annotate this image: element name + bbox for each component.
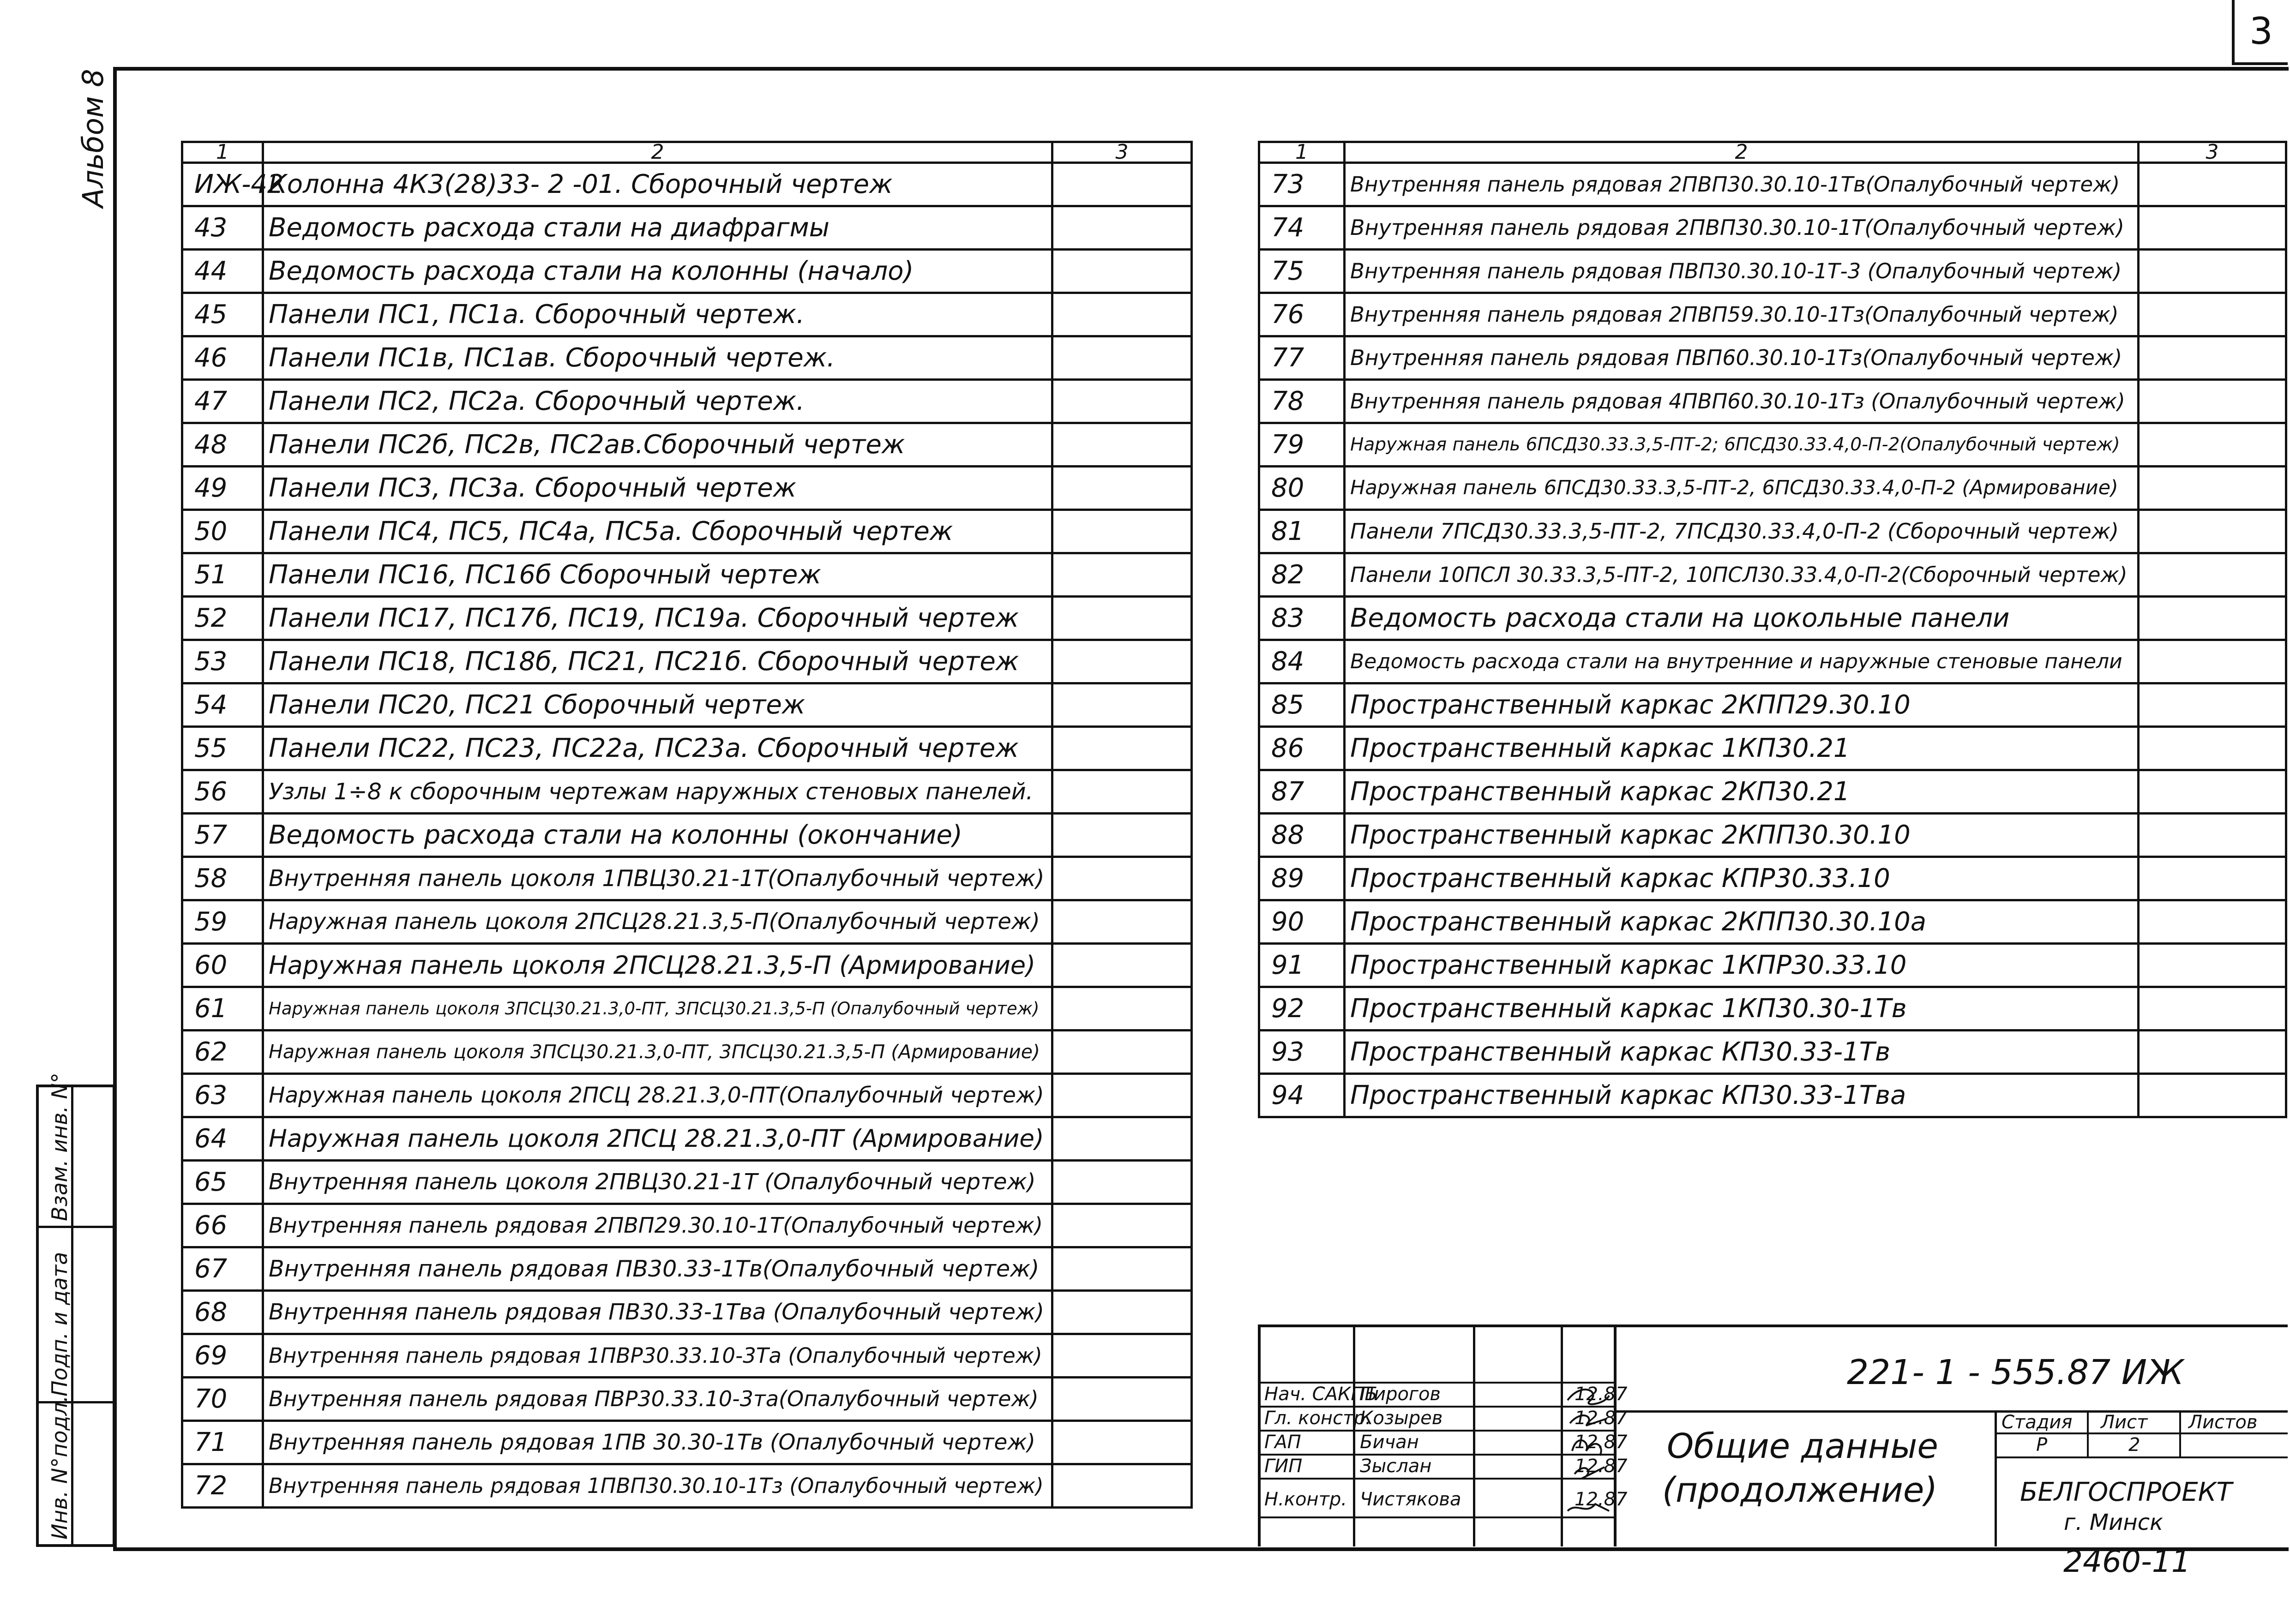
row-number: 88 [1259,814,1345,857]
row-note [1052,1204,1192,1247]
row-title: Панели ПС2, ПС2а. Сборочный чертеж. [263,380,1052,423]
row-title: Внутренняя панель рядовая 2ПВП30.30.10-1Т(Опалубочный чертеж) [1345,206,2139,250]
row-note [2139,553,2286,597]
row-number: 58 [182,857,263,900]
table-row [182,1291,1192,1334]
sheets-label: Листов [2188,1412,2258,1433]
album-label: Альбом 8 [76,69,110,208]
row-title: Наружная панель 6ПСД30.33.3,5-ПТ-2, 6ПСД30.33.4,0-П-2 (Армирование) [1345,467,2139,510]
row-note [1052,1031,1192,1074]
stamp-inv-no: Инв. N°подл. [47,1395,72,1540]
row-note [1052,597,1192,640]
row-note [1052,900,1192,944]
col-header-3: 3 [2139,142,2286,163]
row-title: Пространственный каркас КПР30.33.10 [1345,857,2139,900]
table-row [182,1074,1192,1117]
staff-date: 12.87 [1575,1384,1628,1405]
row-note [2139,467,2286,510]
row-title: Панели 7ПСД30.33.3,5-ПТ-2, 7ПСД30.33.4,0-П-2 (Сборочный чертеж) [1345,510,2139,553]
row-note [1052,1334,1192,1378]
row-note [2139,683,2286,727]
table-row [182,467,1192,510]
signatures-image [1563,1382,1614,1520]
row-note [1052,987,1192,1031]
row-title: Пространственный каркас 1КП30.21 [1345,727,2139,770]
row-title: Панели ПС4, ПС5, ПС4а, ПС5а. Сборочный чертеж [263,510,1052,553]
table-row [1259,553,2286,597]
row-title: Внутренняя панель рядовая 4ПВП60.30.10-1Тз (Опалубочный чертеж) [1345,380,2139,423]
row-title: Наружная панель цоколя 2ПСЦ28.21.3,5-П (Армирование) [263,944,1052,987]
row-title: Внутренняя панель рядовая 2ПВП29.30.10-1Т(Опалубочный чертеж) [263,1204,1052,1247]
row-title: Внутренняя панель цоколя 1ПВЦ30.21-1Т(Опалубочный чертеж) [263,857,1052,900]
row-number: 73 [1259,163,1345,206]
row-note [2139,814,2286,857]
staff-name: Козырев [1360,1408,1443,1429]
row-number: 66 [182,1204,263,1247]
sheet-title-line2: (продолжение) [1662,1470,1938,1510]
row-title: Панели ПС20, ПС21 Сборочный чертеж [263,683,1052,727]
staff-role: Нач. САКПБ [1264,1384,1377,1405]
row-number: 83 [1259,597,1345,640]
table-row [1259,467,2286,510]
table-row [1259,944,2286,987]
row-number: 49 [182,467,263,510]
staff-name: Пирогов [1360,1384,1441,1405]
row-note [1052,336,1192,380]
table-row [182,640,1192,683]
row-note [1052,640,1192,683]
row-title: Наружная панель цоколя 3ПСЦ30.21.3,0-ПТ, 3ПСЦ30.21.3,5-П (Опалубочный чертеж) [263,987,1052,1031]
row-number: 48 [182,423,263,467]
staff-date: 12.87 [1575,1456,1628,1477]
row-number: 43 [182,206,263,250]
document-code: 221- 1 - 555.87 ИЖ [1847,1353,2184,1392]
staff-name: Бичан [1360,1432,1419,1453]
title-block [1258,1324,2288,1546]
row-number: 78 [1259,380,1345,423]
stage-label: Стадия [2001,1412,2073,1433]
row-number: 75 [1259,250,1345,293]
row-number: 72 [182,1464,263,1508]
row-title: Панели 10ПСЛ 30.33.3,5-ПТ-2, 10ПСЛ30.33.4,0-П-2(Сборочный чертеж) [1345,553,2139,597]
row-note [1052,163,1192,206]
row-note [2139,727,2286,770]
row-number: 46 [182,336,263,380]
table-row [1259,597,2286,640]
stage-value: Р [2036,1434,2048,1456]
row-note [1052,293,1192,336]
staff-role: Н.контр. [1264,1489,1347,1510]
row-title: Ведомость расхода стали на колонны (окончание) [263,814,1052,857]
row-note [2139,250,2286,293]
row-title: Панели ПС1в, ПС1ав. Сборочный чертеж. [263,336,1052,380]
row-title: Внутренняя панель рядовая 1ПВП30.30.10-1Тз (Опалубочный чертеж) [263,1464,1052,1508]
table-row [182,597,1192,640]
table-row [182,336,1192,380]
row-number: 71 [182,1421,263,1464]
table-row [182,1334,1192,1378]
table-row [182,770,1192,814]
table-row [1259,1074,2286,1117]
staff-role: ГИП [1264,1456,1303,1477]
row-note [1052,1464,1192,1508]
staff-date: 12.87 [1575,1408,1628,1429]
table-row [1259,814,2286,857]
row-note [1052,857,1192,900]
row-number: 56 [182,770,263,814]
row-title: Колонна 4К3(28)33- 2 -01. Сборочный чертеж [263,163,1052,206]
row-note [2139,770,2286,814]
side-stamp [36,1073,115,1547]
organization-city: г. Минск [2064,1510,2164,1535]
row-title: Панели ПС16, ПС16б Сборочный чертеж [263,553,1052,597]
row-title: Ведомость расхода стали на внутренние и наружные стеновые панели [1345,640,2139,683]
row-note [2139,293,2286,336]
bottom-document-code: 2460-11 [2063,1544,2191,1579]
row-note [1052,1161,1192,1204]
row-note [1052,1291,1192,1334]
table-row [182,944,1192,987]
row-number: 93 [1259,1031,1345,1074]
sheet-corner-number: 3 [2232,0,2288,65]
row-note [2139,206,2286,250]
table-row [1259,640,2286,683]
sheet-title-line1: Общие данные [1667,1426,1938,1466]
table-row [182,1161,1192,1204]
staff-name: Чистякова [1360,1489,1461,1510]
table-row [182,683,1192,727]
row-number: 64 [182,1117,263,1161]
row-title: Пространственный каркас 2КПП29.30.10 [1345,683,2139,727]
col-header-1: 1 [182,142,263,163]
row-title: Внутренняя панель рядовая ПВР30.33.10-3та(Опалубочный чертеж) [263,1378,1052,1421]
row-title: Пространственный каркас 1КП30.30-1Тв [1345,987,2139,1031]
table-row [182,1031,1192,1074]
row-title: Панели ПС1, ПС1а. Сборочный чертеж. [263,293,1052,336]
row-number: 69 [182,1334,263,1378]
table-row [182,163,1192,206]
row-number: 90 [1259,900,1345,944]
table-row [182,1421,1192,1464]
row-note [1052,510,1192,553]
row-number: 45 [182,293,263,336]
table-row [1259,380,2286,423]
row-note [2139,1031,2286,1074]
row-number: 81 [1259,510,1345,553]
row-number: 65 [182,1161,263,1204]
row-note [2139,1074,2286,1117]
table-header-row [182,142,1192,163]
row-number: 89 [1259,857,1345,900]
row-note [1052,1247,1192,1291]
row-title: Внутренняя панель рядовая 1ПВ 30.30-1Тв (Опалубочный чертеж) [263,1421,1052,1464]
row-title: Внутренняя панель рядовая ПВП30.30.10-1Т-3 (Опалубочный чертеж) [1345,250,2139,293]
row-number: 62 [182,1031,263,1074]
row-title: Ведомость расхода стали на цокольные панели [1345,597,2139,640]
row-note [1052,423,1192,467]
row-number: 54 [182,683,263,727]
table-row [182,380,1192,423]
row-title: Наружная панель цоколя 3ПСЦ30.21.3,0-ПТ, 3ПСЦ30.21.3,5-П (Армирование) [263,1031,1052,1074]
row-number: 74 [1259,206,1345,250]
left-drawing-list-table [181,141,1193,1509]
row-number: ИЖ-42 [182,163,263,206]
table-row [182,900,1192,944]
row-title: Узлы 1÷8 к сборочным чертежам наружных стеновых панелей. [263,770,1052,814]
table-row [182,857,1192,900]
row-note [2139,857,2286,900]
row-note [1052,683,1192,727]
row-note [1052,944,1192,987]
row-number: 76 [1259,293,1345,336]
row-number: 80 [1259,467,1345,510]
row-title: Пространственный каркас 2КП30.21 [1345,770,2139,814]
sheet-label: Лист [2101,1412,2148,1433]
row-title: Пространственный каркас 2КПП30.30.10а [1345,900,2139,944]
table-row [1259,510,2286,553]
row-note [2139,163,2286,206]
col-header-2: 2 [263,142,1052,163]
stamp-sign-date: Подп. и дата [47,1252,72,1396]
row-title: Внутренняя панель рядовая 2ПВП59.30.10-1Тз(Опалубочный чертеж) [1345,293,2139,336]
row-title: Пространственный каркас КП30.33-1Тв [1345,1031,2139,1074]
table-row [1259,857,2286,900]
row-number: 91 [1259,944,1345,987]
row-note [2139,380,2286,423]
table-row [1259,250,2286,293]
row-note [1052,553,1192,597]
staff-name: Зыслан [1360,1456,1432,1477]
table-row [1259,1031,2286,1074]
row-number: 53 [182,640,263,683]
row-title: Панели ПС2б, ПС2в, ПС2ав.Сборочный чертеж [263,423,1052,467]
row-note [1052,380,1192,423]
row-title: Внутренняя панель цоколя 2ПВЦ30.21-1Т (Опалубочный чертеж) [263,1161,1052,1204]
row-number: 87 [1259,770,1345,814]
table-row [182,1247,1192,1291]
row-number: 44 [182,250,263,293]
table-row [182,1204,1192,1247]
row-note [1052,727,1192,770]
row-number: 79 [1259,423,1345,467]
row-title: Пространственный каркас КП30.33-1Тва [1345,1074,2139,1117]
table-row [1259,163,2286,206]
table-row [182,1117,1192,1161]
row-title: Внутренняя панель рядовая ПВ30.33-1Тв(Опалубочный чертеж) [263,1247,1052,1291]
row-title: Панели ПС18, ПС18б, ПС21, ПС21б. Сборочный чертеж [263,640,1052,683]
row-note [2139,944,2286,987]
row-number: 68 [182,1291,263,1334]
row-number: 52 [182,597,263,640]
table-row [1259,336,2286,380]
row-title: Пространственный каркас 1КПР30.33.10 [1345,944,2139,987]
row-number: 82 [1259,553,1345,597]
table-row [182,1378,1192,1421]
table-row [1259,423,2286,467]
row-note [2139,640,2286,683]
table-row [182,814,1192,857]
row-note [2139,423,2286,467]
row-note [1052,1117,1192,1161]
table-header-row [1259,142,2286,163]
row-note [1052,467,1192,510]
row-number: 92 [1259,987,1345,1031]
staff-date: 12.87 [1575,1432,1628,1453]
row-number: 55 [182,727,263,770]
table-row [1259,206,2286,250]
table-row [1259,683,2286,727]
right-drawing-list-table [1258,141,2287,1118]
col-header-2: 2 [1345,142,2139,163]
row-number: 77 [1259,336,1345,380]
table-row [1259,770,2286,814]
row-number: 67 [182,1247,263,1291]
table-row [182,423,1192,467]
row-note [1052,250,1192,293]
row-note [2139,336,2286,380]
row-number: 63 [182,1074,263,1117]
table-row [182,293,1192,336]
row-number: 47 [182,380,263,423]
table-row [1259,987,2286,1031]
row-number: 84 [1259,640,1345,683]
row-note [1052,206,1192,250]
table-row [1259,900,2286,944]
organization-name: БЕЛГОСПРОЕКТ [2020,1477,2232,1507]
row-note [1052,1378,1192,1421]
row-number: 51 [182,553,263,597]
row-title: Внутренняя панель рядовая 2ПВП30.30.10-1Тв(Опалубочный чертеж) [1345,163,2139,206]
row-note [2139,597,2286,640]
row-title: Панели ПС17, ПС17б, ПС19, ПС19а. Сборочный чертеж [263,597,1052,640]
row-note [1052,814,1192,857]
row-number: 61 [182,987,263,1031]
row-title: Наружная панель 6ПСД30.33.3,5-ПТ-2; 6ПСД30.33.4,0-П-2(Опалубочный чертеж) [1345,423,2139,467]
row-title: Ведомость расхода стали на диафрагмы [263,206,1052,250]
staff-role: ГАП [1264,1432,1301,1453]
row-title: Внутренняя панель рядовая 1ПВР30.33.10-3Та (Опалубочный чертеж) [263,1334,1052,1378]
row-note [2139,900,2286,944]
row-title: Панели ПС22, ПС23, ПС22а, ПС23а. Сборочный чертеж [263,727,1052,770]
row-number: 59 [182,900,263,944]
staff-date: 12.87 [1575,1489,1628,1510]
col-header-1: 1 [1259,142,1345,163]
row-title: Наружная панель цоколя 2ПСЦ 28.21.3,0-ПТ (Армирование) [263,1117,1052,1161]
table-row [1259,293,2286,336]
row-title: Наружная панель цоколя 2ПСЦ28.21.3,5-П(Опалубочный чертеж) [263,900,1052,944]
row-title: Внутренняя панель рядовая ПВ30.33-1Тва (Опалубочный чертеж) [263,1291,1052,1334]
row-note [2139,510,2286,553]
sheet-value: 2 [2128,1434,2140,1456]
row-number: 86 [1259,727,1345,770]
table-row [182,510,1192,553]
table-row [182,1464,1192,1508]
row-number: 50 [182,510,263,553]
row-note [1052,1074,1192,1117]
table-row [182,206,1192,250]
row-note [2139,987,2286,1031]
table-row [1259,727,2286,770]
row-number: 60 [182,944,263,987]
table-row [182,553,1192,597]
row-number: 94 [1259,1074,1345,1117]
row-note [1052,770,1192,814]
row-title: Пространственный каркас 2КПП30.30.10 [1345,814,2139,857]
row-number: 57 [182,814,263,857]
col-header-3: 3 [1052,142,1192,163]
staff-role: Гл. констр. [1264,1408,1371,1429]
row-number: 70 [182,1378,263,1421]
row-title: Ведомость расхода стали на колонны (начало) [263,250,1052,293]
stamp-repl-inv: Взам. инв. N° [47,1073,72,1221]
row-title: Наружная панель цоколя 2ПСЦ 28.21.3,0-ПТ(Опалубочный чертеж) [263,1074,1052,1117]
table-row [182,987,1192,1031]
row-number: 85 [1259,683,1345,727]
table-row [182,250,1192,293]
row-title: Внутренняя панель рядовая ПВП60.30.10-1Тз(Опалубочный чертеж) [1345,336,2139,380]
row-note [1052,1421,1192,1464]
table-row [182,727,1192,770]
row-title: Панели ПС3, ПС3а. Сборочный чертеж [263,467,1052,510]
